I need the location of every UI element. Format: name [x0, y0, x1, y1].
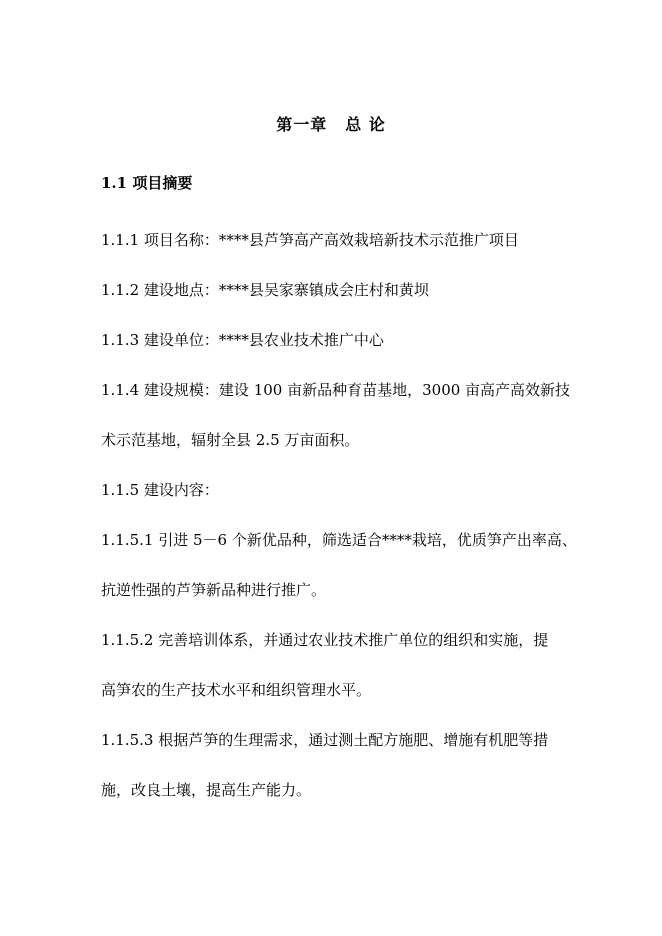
paragraph-line: 1.1.2 建设地点：****县吴家寨镇成会庄村和黄坝 — [101, 281, 429, 299]
paragraph-line: 1.1.5.3 根据芦笋的生理需求，通过测土配方施肥、增施有机肥等措 — [101, 731, 549, 749]
chapter-name: 总 论 — [345, 115, 386, 134]
paragraph-line: 高笋农的生产技术水平和组织管理水平。 — [101, 681, 372, 699]
chapter-label: 第一章 — [276, 115, 328, 134]
paragraph-line: 1.1.5.2 完善培训体系，并通过农业技术推广单位的组织和实施，提 — [101, 631, 549, 649]
chapter-title — [0, 112, 662, 135]
paragraph-line: 1.1.1 项目名称：****县芦笋高产高效栽培新技术示范推广项目 — [101, 231, 519, 249]
paragraph-line: 1.1.5.1 引进 5－6 个新优品种，筛选适合****栽培，优质笋产出率高、 — [101, 531, 577, 549]
paragraph-line: 1.1.3 建设单位：****县农业技术推广中心 — [101, 331, 384, 349]
paragraph-line: 1.1.4 建设规模：建设 100 亩新品种育苗基地，3000 亩高产高效新技 — [101, 381, 571, 399]
paragraph-line: 施，改良土壤，提高生产能力。 — [101, 781, 312, 799]
paragraph-line: 抗逆性强的芦笋新品种进行推广。 — [101, 581, 327, 599]
paragraph-line: 1.1.5 建设内容： — [101, 481, 219, 499]
section-heading: 1.1 项目摘要 — [101, 174, 193, 192]
paragraph-line: 术示范基地，辐射全县 2.5 万亩面积。 — [101, 431, 360, 449]
